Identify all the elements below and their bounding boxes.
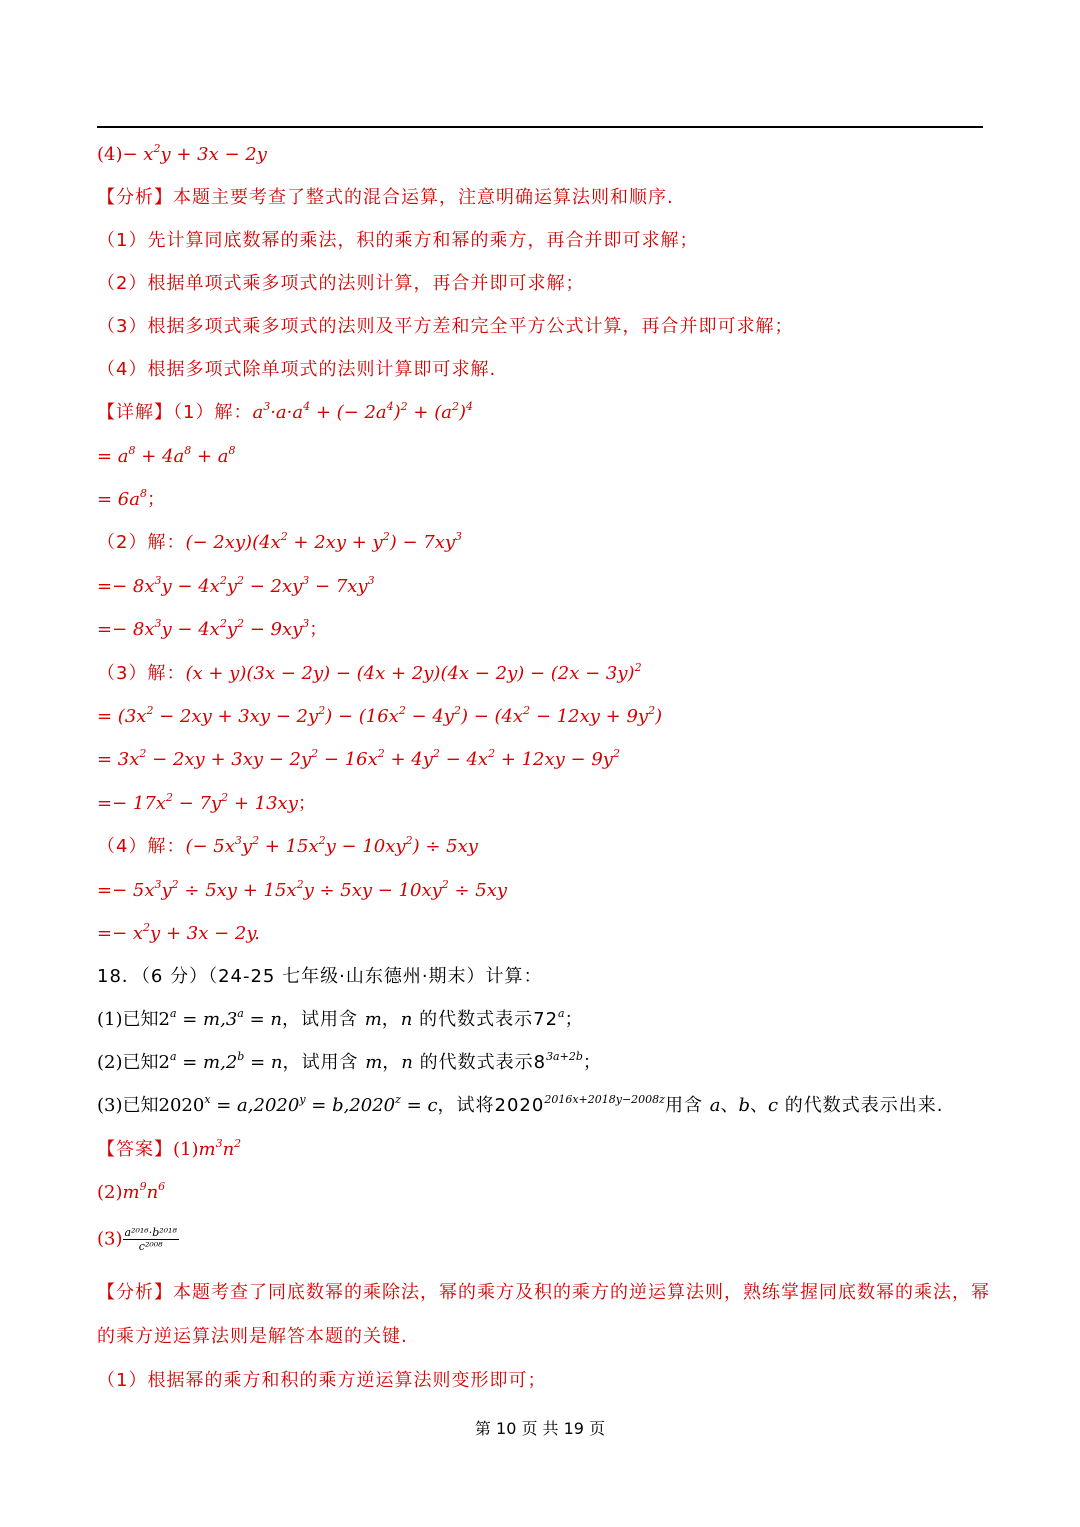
- math-line-14: = $(3x^2 - 2xy + 3xy - 2y^2) - (16x^2 - 4y^2) - (4x^2 - 12xy + 9y^2)$: [97, 704, 663, 727]
- answer-fraction: $\frac{\text{a²⁰¹⁶·b²⁰¹⁸}}{\text{c²⁰⁰⁸}}$: [124, 1226, 177, 1253]
- answer-line-2: $(2)m^9n^6$: [97, 1180, 166, 1203]
- line-29: （1）根据幂的乘方和积的乘方逆运算法则变形即可；: [97, 1370, 547, 1391]
- item-number: (4): [97, 144, 123, 165]
- line-03: （1）先计算同底数幂的乘法，积的乘方和幂的乘方，再合并即可求解；: [97, 230, 699, 251]
- answer-line-1: 【答案】$(1)m^3n^2$: [97, 1137, 242, 1160]
- question-part-2: (2)已知$2^a = m,2^b = n$，试用含 m，n 的代数式表示$8^{3a+2b}$；: [97, 1050, 601, 1073]
- math-line-11: =− $8x^3y - 4x^2y^2 - 2xy^3 - 7xy^3$: [97, 574, 375, 597]
- math-line-10: （2）解：(− $2xy)(4x^2 + 2xy + y^2) - 7xy^3$: [97, 530, 463, 553]
- answer-tag: 【答案】: [97, 1139, 173, 1160]
- analysis-tag: 【分析】: [97, 1282, 173, 1303]
- question-part-3: (3)已知$2020^x = a,2020^y = b,2020^z = c$，试将$2020^{2016x+2018y-2008z}$用含 a、b、c 的代数式表示出来.: [97, 1093, 944, 1116]
- header-rule: [97, 126, 983, 128]
- math-line-12: =− $8x^3y - 4x^2y^2 - 9xy^3$；: [97, 617, 328, 640]
- question-18-header: 18．（6 分）（24-25 七年级·山东德州·期末）计算：: [97, 966, 543, 987]
- math: − $x^2y + 3x - 2y$: [122, 142, 267, 165]
- math-line-19: =− $x^2y + 3x - 2y$.: [97, 921, 260, 944]
- question-part-1: (1)已知$2^a = m,3^a = n$，试用含 m，n 的代数式表示72$^a$；: [97, 1007, 583, 1030]
- math-line-18: =− $5x^3y^2 \div 5xy + 15x^2y \div 5xy - 10xy^2 \div 5xy$: [97, 878, 508, 901]
- analysis-text: 本题主要考查了整式的混合运算，注意明确运算法则和顺序.: [173, 187, 674, 208]
- math-line-13: （3）解：$(x + y)(3x - 2y) - (4x + 2y)(4x - 2y) - (2x - 3y)^2$: [97, 661, 642, 684]
- line-06: （4）根据多项式除单项式的法则计算即可求解.: [97, 359, 497, 380]
- detail-tag: 【详解】: [97, 402, 173, 423]
- answer-line-3: (3) $\frac{\text{a²⁰¹⁶·b²⁰¹⁸}}{\text{c²⁰⁰⁸}}$: [97, 1226, 177, 1253]
- line-28: 的乘方逆运算法则是解答本题的关键.: [97, 1326, 408, 1347]
- analysis-tag: 【分析】: [97, 187, 173, 208]
- analysis-line-2: 【分析】本题考查了同底数幂的乘除法，幂的乘方及积的乘方的逆运算法则，熟练掌握同底数幂的乘法，幂: [97, 1282, 990, 1303]
- math-line-17: （4）解：(− $5x^3y^2 + 15x^2y - 10xy^2) \div 5xy$: [97, 834, 478, 857]
- math-line-08: = $a^8 + 4a^8 + a^8$: [97, 444, 236, 467]
- math-line-15: = $3x^2 - 2xy + 3xy - 2y^2 - 16x^2 + 4y^2 - 4x^2 + 12xy - 9y^2$: [97, 747, 620, 770]
- line-05: （3）根据多项式乘多项式的法则及平方差和完全平方公式计算，再合并即可求解；: [97, 316, 794, 337]
- line-01: [97, 143, 267, 167]
- detail-line-1: 【详解】（1）解：$a^3\cdot a\cdot a^4$ + (− $2a^4)^2 + (a^2)^4$: [97, 400, 473, 423]
- math-line-16: =− $17x^2 - 7y^2 + 13xy$；: [97, 791, 316, 814]
- page-number-footer: 第 10 页 共 19 页: [474, 1419, 606, 1438]
- math-line-09: = $6a^8$；: [97, 487, 165, 510]
- analysis-line: [97, 186, 674, 210]
- line-04: （2）根据单项式乘多项式的法则计算，再合并即可求解；: [97, 273, 585, 294]
